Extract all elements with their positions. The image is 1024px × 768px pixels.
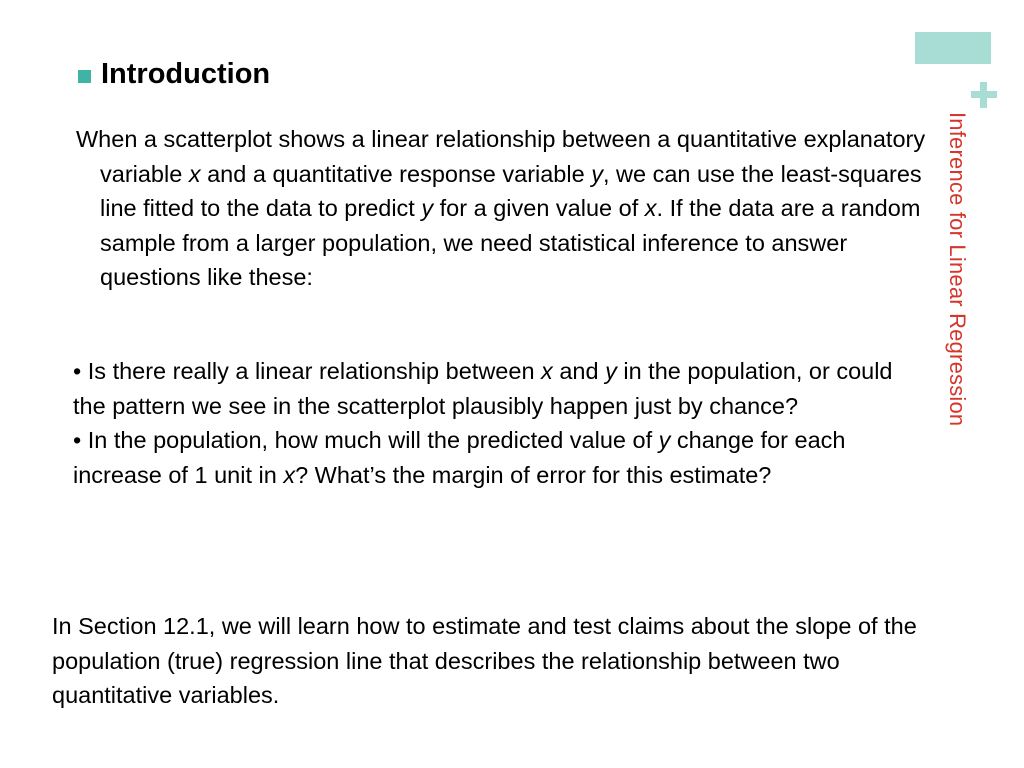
plus-icon <box>969 80 999 110</box>
variable-y: y <box>605 358 617 384</box>
question-list <box>73 354 913 492</box>
variable-x: x <box>283 461 296 488</box>
question-item: • In the population, how much will the predicted value of y change for each increase of 1 unit in x? What’s the margin of error for this estimate? <box>73 427 846 488</box>
variable-x: x <box>541 358 553 384</box>
variable-x: x <box>644 195 657 221</box>
question-item: • Is there really a linear relationship between x and y in the population, or could the pattern we see in the scatterplot plausibly happen just by chance? <box>73 358 893 419</box>
slide-side-title: Inference for Linear Regression <box>945 112 970 427</box>
slide-heading: Introduction <box>101 57 271 90</box>
intro-paragraph: When a scatterplot shows a linear relationship between a quantitative explanatory variable x and a quantitative response variable y, we can use the least-squares line fitted to the data to predict y for a given value of x. If the data are a random sample from a larger population, we need statistical inference to answer questions like these: <box>76 126 926 290</box>
variable-y: y <box>658 427 671 453</box>
variable-y: y <box>591 160 603 187</box>
closing-paragraph: In Section 12.1, we will learn how to estimate and test claims about the slope of the population (true) regression line that describes the relationship between two quantitative variables. <box>52 613 917 708</box>
variable-y: y <box>421 195 434 221</box>
square-bullet-icon <box>78 70 91 83</box>
accent-bar <box>915 32 991 64</box>
variable-x: x <box>188 160 201 187</box>
heading-row <box>78 56 270 92</box>
